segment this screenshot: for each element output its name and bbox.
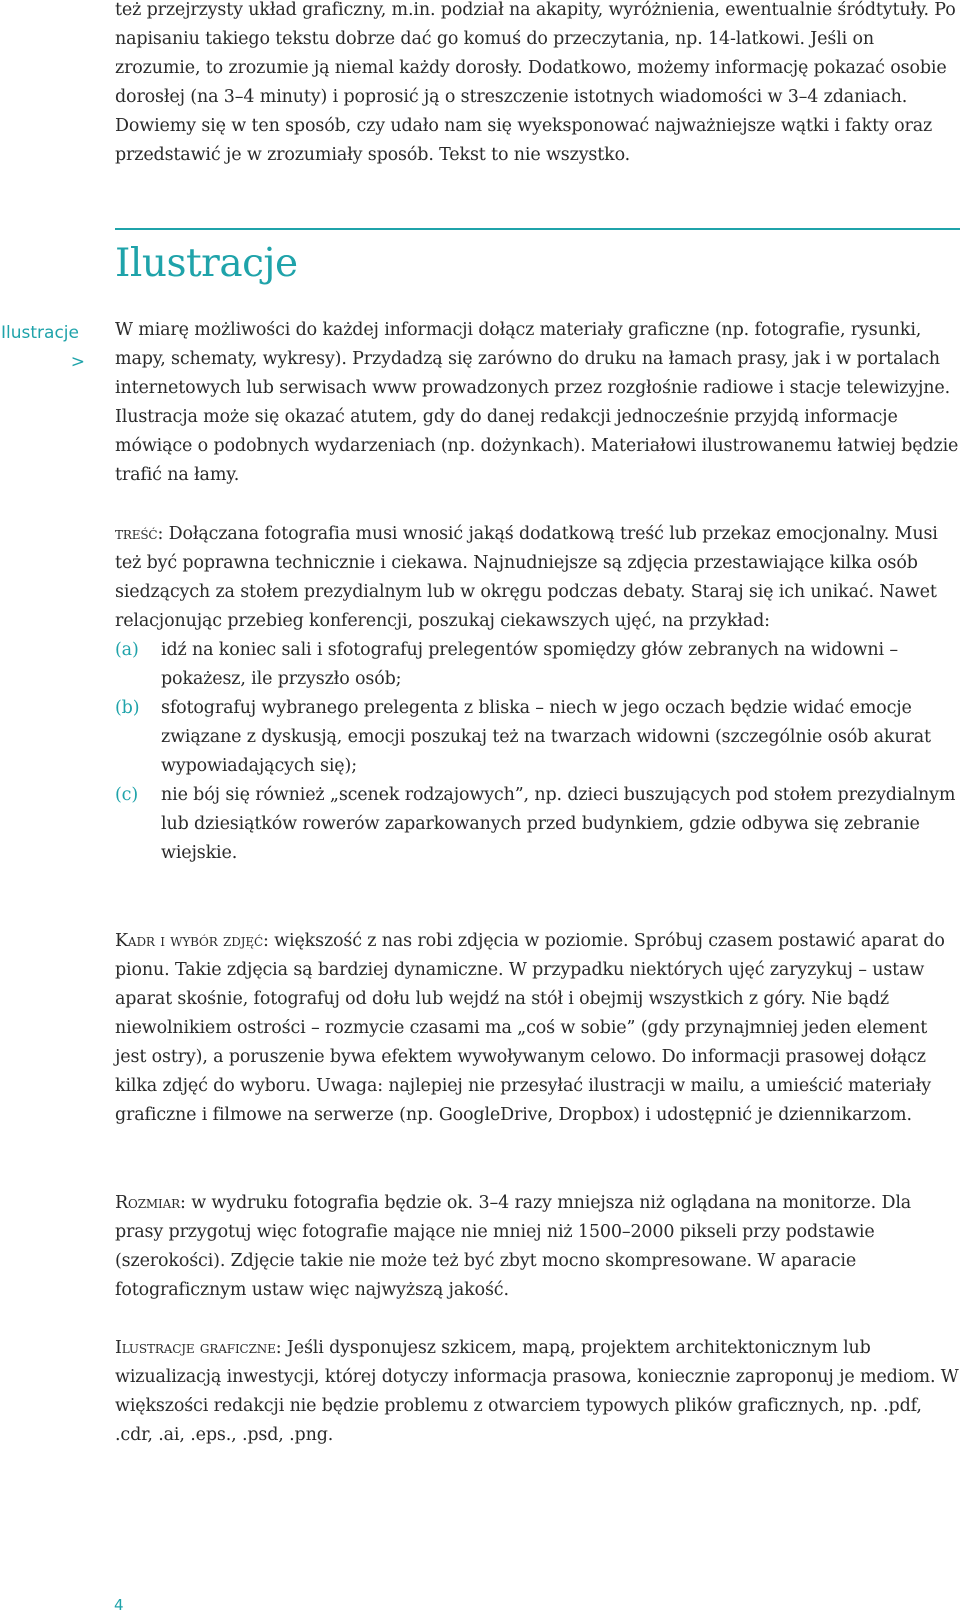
size-text: : w wydruku fotografia będzie ok. 3–4 razy mniejsza niż oglądana na monitorze. Dla prasy przygotuj więc fotografie mające nie mniej niż 1500–2000 pikseli przy podstawie (szerokości). Zdjęcie takie nie może też być zbyt mocno skompresowane. W aparacie fotograficznym ustaw więc najwyższą jakość. — [115, 1193, 912, 1300]
list-item-text: idź na koniec sali i sfotografuj prelegentów spomiędzy głów zebranych na widowni – pokażesz, ile przyszło osób; — [161, 640, 898, 689]
intro-paragraph: też przejrzysty układ graficzny, m.in. podział na akapity, wyróżnienia, ewentualnie śródtytuły. Po napisaniu takiego tekstu dobrze dać go komuś do przeczytania, np. 14-latkowi. Jeśli on zrozumie, to zrozumie ją niemal każdy dorosły. Dodatkowo, możemy informację pokazać osobie dorosłej (na 3–4 minuty) i poprosić ją o streszczenie istotnych wiadomości w 3–4 zdaniach. Dowiemy się w ten sposób, czy udało nam się wyeksponować najważniejsze wątki i fakty oraz przedstawić je w zrozumiały sposób. Tekst to nie wszystko. — [115, 0, 956, 165]
section-paragraph: W miarę możliwości do każdej informacji dołącz materiały graficzne (np. fotografie, rysunki, mapy, schematy, wykresy). Przydadzą się zarówno do druku na łamach prasy, jak i w portalach internetowych lub serwisach www prowadzonych przez rozgłośnie radiowe i stacje telewizyjne. Ilustracja może się okazać atutem, gdy do danej redakcji jednocześnie przyjdą informacje mówiące o podobnych wydarzeniach (np. dożynkach). Materiałowi ilustrowanemu łatwiej będzie trafić na łamy. — [115, 320, 959, 485]
framing-paragraph — [115, 927, 960, 1130]
list-marker: (c) — [115, 785, 139, 805]
content-block — [115, 520, 960, 868]
list-item — [115, 781, 960, 868]
content-text: : Dołączana fotografia musi wnosić jakąś dodatkową treść lub przekaz emocjonalny. Musi też być poprawna technicznie i ciekawa. Najnudniejsze są zdjęcia przestawiające kilka osób siedzących za stołem prezydialnym lub w okręgu podczas debaty. Staraj się ich unikać. Nawet relacjonując przebieg konferencji, poszukaj ciekawszych ujęć, na przykład: — [115, 524, 938, 631]
size-paragraph — [115, 1189, 960, 1305]
graphics-paragraph — [115, 1334, 960, 1450]
list-marker: (a) — [115, 640, 139, 660]
list-item-text: sfotografuj wybranego prelegenta z bliska – niech w jego oczach będzie widać emocje związane z dyskusją, emocji poszukaj też na twarzach widowni (szczególnie osób akurat wypowiadających się); — [161, 698, 931, 776]
content-paragraph — [115, 520, 960, 636]
example-list — [115, 636, 960, 868]
framing-text: : większość z nas robi zdjęcia w poziomie. Spróbuj czasem postawić aparat do pionu. Takie zdjęcia są bardziej dynamiczne. W przypadku niektórych ujęć zaryzykuj – ustaw aparat skośnie, fotografuj od dołu lub wejdź na stół i obejmij wszystkich z góry. Nie bądź niewolnikiem ostrości – rozmycie czasami ma „coś w sobie” (gdy przynajmniej jeden element jest ostry), a poruszenie bywa efektem wywoływanym celowo. Do informacji prasowej dołącz kilka zdjęć do wyboru. Uwaga: najlepiej nie przesyłać ilustracji w mailu, a umieścić materiały graficzne i filmowe na serwerze (np. GoogleDrive, Dropbox) i udostępnić je dziennikarzom. — [115, 931, 945, 1125]
section-heading: Ilustracje — [115, 241, 298, 286]
graphics-label: Ilustracje graficzne — [115, 1338, 276, 1358]
list-item-text: nie bój się również „scenek rodzajowych”, np. dzieci buszujących pod stołem prezydialnym lub dziesiątków rowerów zaparkowanych przed budynkiem, gdzie odbywa się zebranie wiejskie. — [161, 785, 956, 863]
list-marker: (b) — [115, 698, 140, 718]
margin-note — [1, 319, 85, 377]
list-item — [115, 636, 960, 694]
page-number: 4 — [114, 1596, 124, 1614]
size-label: Rozmiar — [115, 1193, 181, 1213]
margin-note-label: Ilustracje — [1, 323, 79, 343]
margin-arrow-icon: > — [70, 352, 85, 372]
graphics-text: : Jeśli dysponujesz szkicem, mapą, projektem architektonicznym lub wizualizacją inwestycji, której dotyczy informacja prasowa, koniecznie zaproponuj je mediom. W większości redakcji nie będzie problemu z otwarciem typowych plików graficznych, np. .pdf, .cdr, .ai, .eps., .psd, .png. — [115, 1338, 959, 1445]
section-divider — [115, 228, 960, 230]
list-item — [115, 694, 960, 781]
framing-label: Kadr i wybór zdjęć — [115, 931, 264, 951]
content-label: treść — [115, 524, 158, 544]
